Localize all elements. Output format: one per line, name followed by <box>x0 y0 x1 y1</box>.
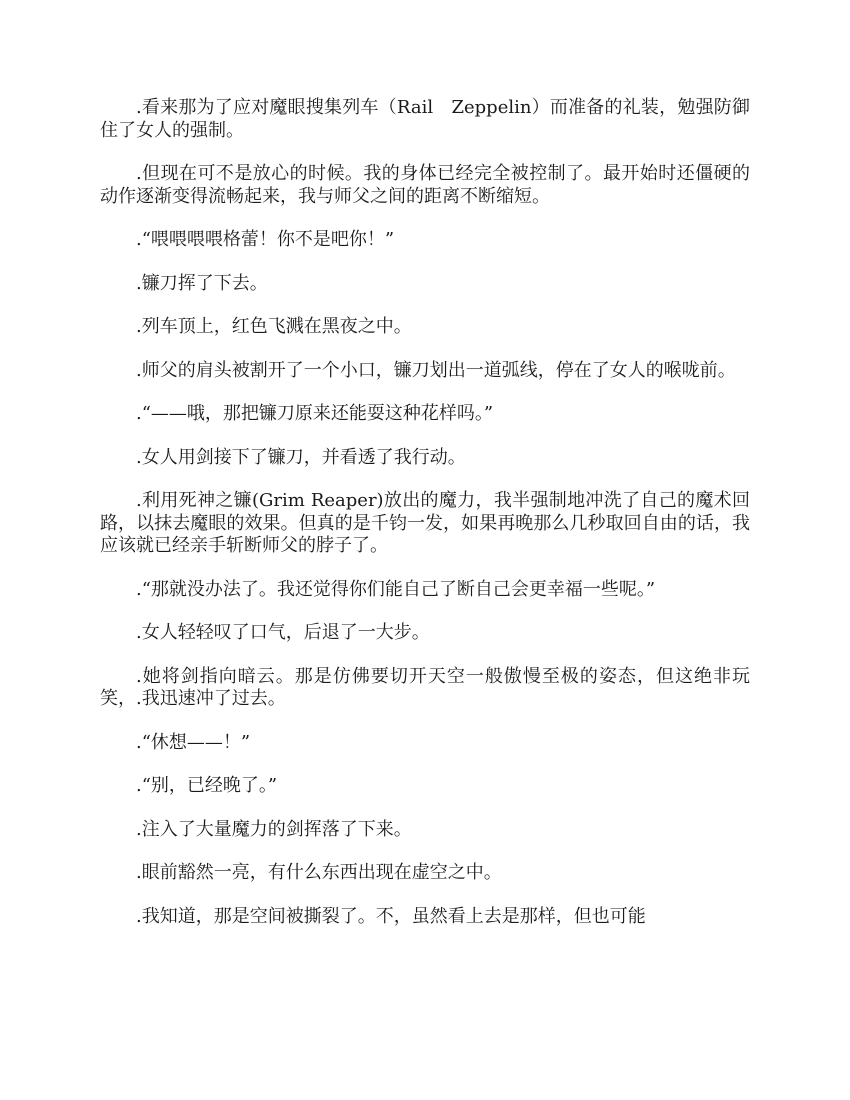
paragraph-9: .利用死神之镰(Grim Reaper)放出的魔力，我半强制地冲洗了自己的魔术回路，以抹去魔眼的效果。但真的是千钧一发，如果再晚那么几秒取回自由的话，我应该就已经亲手斩断师父的脖子了。 <box>100 490 750 556</box>
paragraph-2: .但现在可不是放心的时候。我的身体已经完全被控制了。最开始时还僵硬的动作逐渐变得流畅起来，我与师父之间的距离不断缩短。 <box>100 163 750 207</box>
paragraph-17: .我知道，那是空间被撕裂了。不，虽然看上去是那样，但也可能 <box>136 905 646 927</box>
paragraph-3: .“喂喂喂喂格蕾！你不是吧你！” <box>136 229 395 250</box>
paragraph-10: .“那就没办法了。我还觉得你们能自己了断自己会更幸福一些呢。” <box>136 578 656 600</box>
paragraph-16: .眼前豁然一亮，有什么东西出现在虚空之中。 <box>136 862 502 883</box>
paragraph-5: .列车顶上，红色飞溅在黑夜之中。 <box>136 316 412 337</box>
paragraph-1: .看来那为了应对魔眼搜集列车（Rail Zeppelin）而准备的礼装，勉强防御住了女人的强制。 <box>100 97 750 141</box>
paragraph-6: .师父的肩头被割开了一个小口，镰刀划出一道弧线，停在了女人的喉咙前。 <box>136 359 736 381</box>
paragraph-11: .女人轻轻叹了口气，后退了一大步。 <box>136 622 430 643</box>
paragraph-7: .“——哦，那把镰刀原来还能耍这种花样吗。” <box>136 403 494 424</box>
document-page <box>100 97 750 949</box>
paragraph-14: .“别，已经晚了。” <box>136 775 278 796</box>
paragraph-12: .她将剑指向暗云。那是仿佛要切开天空一般傲慢至极的姿态，但这绝非玩笑，.我迅速冲了过去。 <box>100 665 750 709</box>
paragraph-4: .镰刀挥了下去。 <box>136 272 268 294</box>
paragraph-13: .“休想——！” <box>136 731 251 753</box>
paragraph-8: .女人用剑接下了镰刀，并看透了我行动。 <box>136 446 466 468</box>
paragraph-15: .注入了大量魔力的剑挥落了下来。 <box>136 818 412 840</box>
